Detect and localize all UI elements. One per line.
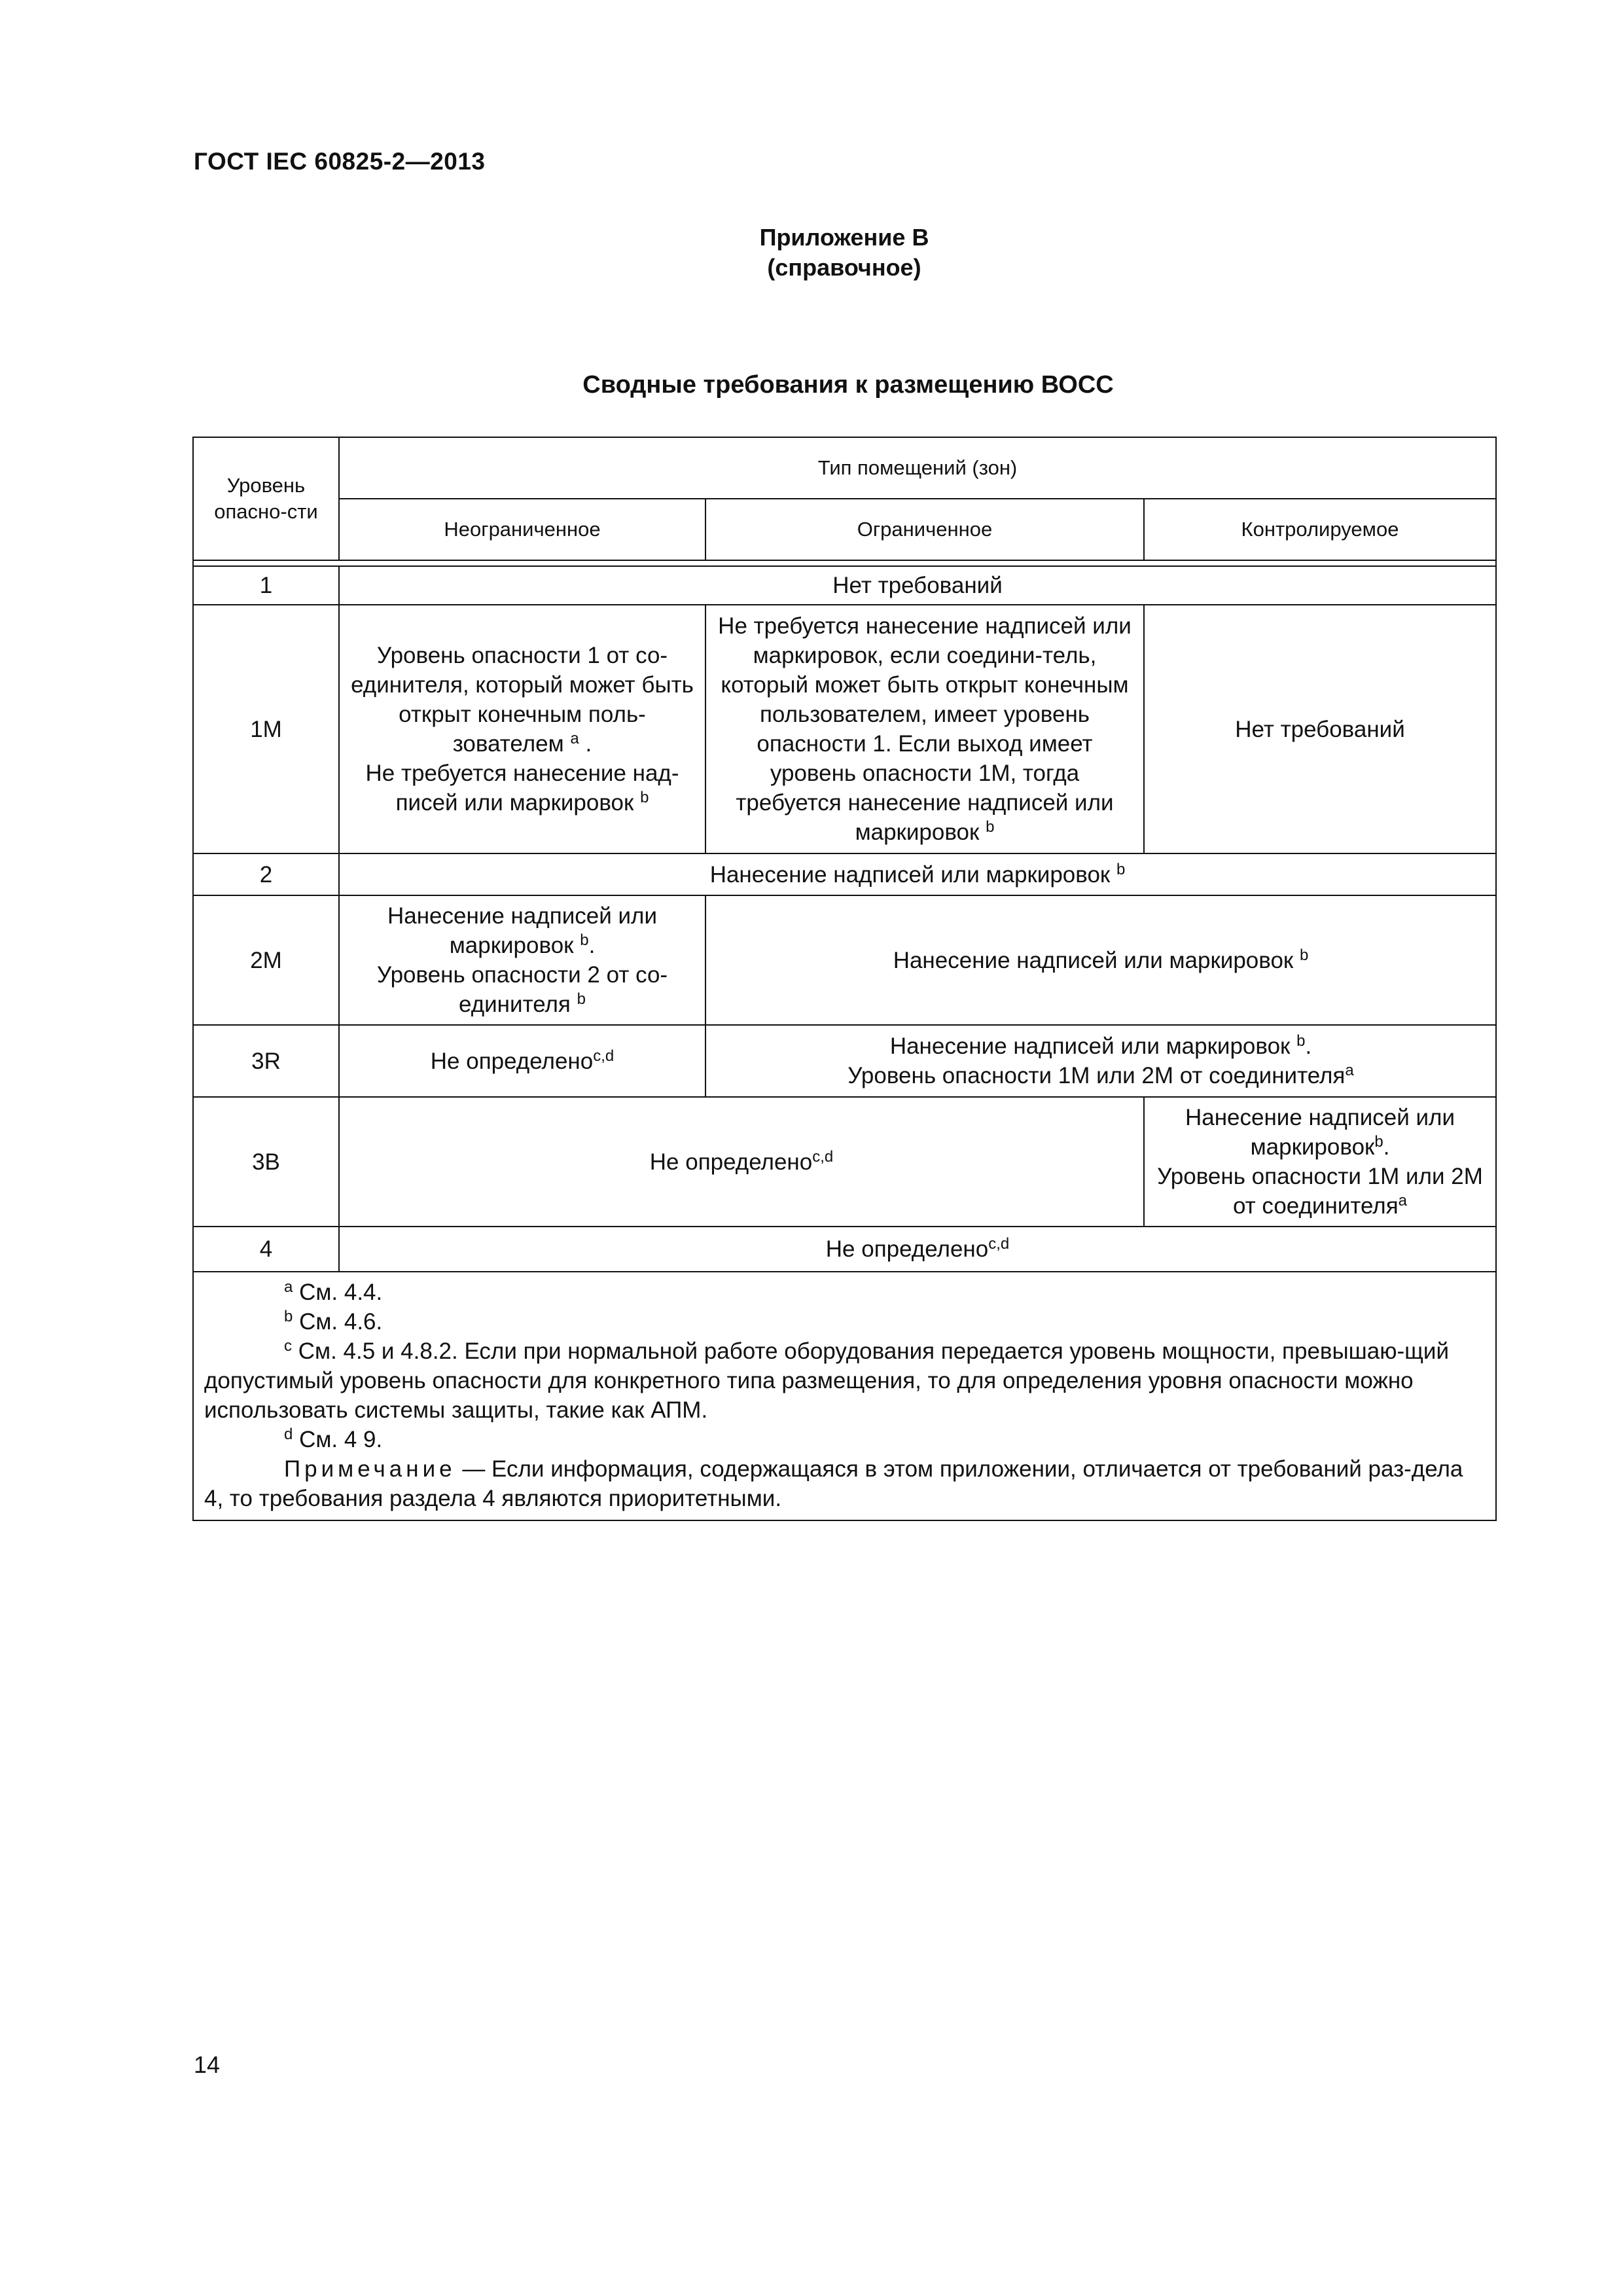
footnote-ref: a (1398, 1192, 1408, 1210)
cell-text: Не определено (430, 1048, 594, 1074)
table-row (193, 1025, 1496, 1097)
cell-text: Нанесение надписей или маркировок (1185, 1105, 1455, 1160)
document-code: ГОСТ IEC 60825-2—2013 (194, 148, 486, 175)
footnote-text: См. 4.4. (293, 1280, 383, 1305)
footnote-ref: b (986, 818, 995, 836)
cell-text: . (588, 933, 596, 958)
footnote-mark: a (284, 1278, 293, 1296)
cell-text: Уровень опасности 2 от со-единителя (376, 962, 668, 1017)
requirement-cell: Нет требований (339, 566, 1496, 605)
cell-text: Нанесение надписей или маркировок (889, 1033, 1297, 1059)
table-row (193, 853, 1496, 895)
requirement-cell (705, 895, 1496, 1025)
footnote-ref: b (580, 931, 589, 949)
table-row (193, 895, 1496, 1025)
header-unrestricted: Неограниченное (339, 499, 705, 560)
footnote-mark: c (284, 1337, 292, 1355)
table-note (204, 1454, 1485, 1513)
table-title: Сводные требования к размещению ВОСС (582, 371, 1114, 399)
cell-text: Не определено (649, 1149, 813, 1175)
table-row (193, 1097, 1496, 1227)
footnotes-cell (193, 1272, 1496, 1520)
cell-text: . (1305, 1033, 1312, 1059)
footnote-ref: c,d (593, 1047, 615, 1065)
footnote-ref: b (1296, 1032, 1306, 1050)
footnote-ref: b (1374, 1133, 1383, 1151)
cell-text: . (1383, 1134, 1390, 1160)
cell-text: Уровень опасности 1 от со-единителя, который может быть открыт конечным поль-зователем (351, 643, 694, 757)
requirement-cell (339, 1097, 1144, 1227)
footnote-c (204, 1336, 1485, 1425)
footnote-mark: d (284, 1426, 293, 1443)
footnote-b (204, 1307, 1485, 1336)
footnote-d (204, 1425, 1485, 1454)
header-row (193, 437, 1496, 499)
footnotes-row (193, 1272, 1496, 1520)
annex-heading (0, 223, 1623, 283)
level-cell: 2 (193, 853, 339, 895)
requirements-table-container (192, 437, 1495, 1521)
table-row (193, 1227, 1496, 1272)
level-cell: 3R (193, 1025, 339, 1097)
separator-cell (193, 560, 1496, 566)
cell-text: Уровень опасности 1М или 2М от соединителя (847, 1063, 1346, 1088)
footnote-a (204, 1278, 1485, 1307)
cell-text: Не определено (825, 1236, 989, 1262)
cell-text: Не требуется нанесение над-писей или маркировок (365, 761, 679, 816)
annex-title: Приложение В (759, 224, 929, 251)
cell-text: . (579, 731, 592, 757)
requirement-cell (339, 1025, 705, 1097)
header-subrow (193, 499, 1496, 560)
requirement-cell (1144, 1097, 1496, 1227)
cell-text: Нанесение надписей или маркировок (893, 947, 1300, 973)
table-row (193, 605, 1496, 853)
level-cell: 1М (193, 605, 339, 853)
footnote-ref: b (1299, 946, 1309, 964)
footnote-ref: b (1116, 860, 1126, 878)
requirement-cell (339, 605, 705, 853)
requirements-table (192, 437, 1497, 1521)
requirement-cell (705, 1025, 1496, 1097)
note-label: Примечание (284, 1456, 456, 1482)
annex-type: (справочное) (767, 254, 921, 281)
footnote-text: См. 4.5 и 4.8.2. Если при нормальной работе оборудования передается уровень мощности, превышаю-щий допустимый уровень опасности для конкретного типа размещения, то для определения уровня опасности можно использовать системы защиты, такие как АПМ. (204, 1338, 1450, 1423)
requirement-cell: Нет требований (1144, 605, 1496, 853)
header-controlled: Контролируемое (1144, 499, 1496, 560)
requirement-cell (339, 853, 1496, 895)
cell-text: Нанесение надписей или маркировок (387, 903, 658, 958)
header-level (193, 437, 339, 560)
footnote-ref: b (640, 789, 649, 806)
footnote-ref: b (577, 990, 586, 1008)
level-cell: 1 (193, 566, 339, 605)
footnote-ref: a (570, 730, 579, 747)
cell-text: Уровень опасности 1М или 2М от соединителя (1157, 1164, 1483, 1219)
level-cell: 3В (193, 1097, 339, 1227)
table-row (193, 566, 1496, 605)
header-level-label: Уровень опасно-сти (214, 474, 318, 523)
level-cell: 2М (193, 895, 339, 1025)
note-text: — Если информация, содержащаяся в этом приложении, отличается от требований раз-дела 4, то требования раздела 4 являются приоритетными. (204, 1456, 1463, 1511)
footnote-text: См. 4 9. (293, 1427, 383, 1452)
requirement-cell (705, 605, 1144, 853)
level-cell: 4 (193, 1227, 339, 1272)
requirement-cell (339, 1227, 1496, 1272)
footnote-ref: c,d (988, 1235, 1010, 1253)
footnote-mark: b (284, 1308, 293, 1325)
page-number: 14 (194, 2051, 221, 2078)
footnote-text: См. 4.6. (293, 1309, 383, 1335)
header-zone-type: Тип помещений (зон) (339, 437, 1496, 499)
requirement-cell (339, 895, 705, 1025)
cell-text: Не требуется нанесение надписей или маркировок, если соедини-тель, который может быть открыт конечным пользователем, имеет уровень опасности 1. Если выход имеет уровень опасности 1М, тогда требуется нанесение надписей или маркировок (718, 613, 1132, 845)
header-restricted: Ограниченное (705, 499, 1144, 560)
cell-text: Нанесение надписей или маркировок (709, 861, 1116, 888)
footnote-ref: c,d (812, 1147, 834, 1166)
header-separator (193, 560, 1496, 566)
footnote-ref: a (1345, 1062, 1354, 1079)
